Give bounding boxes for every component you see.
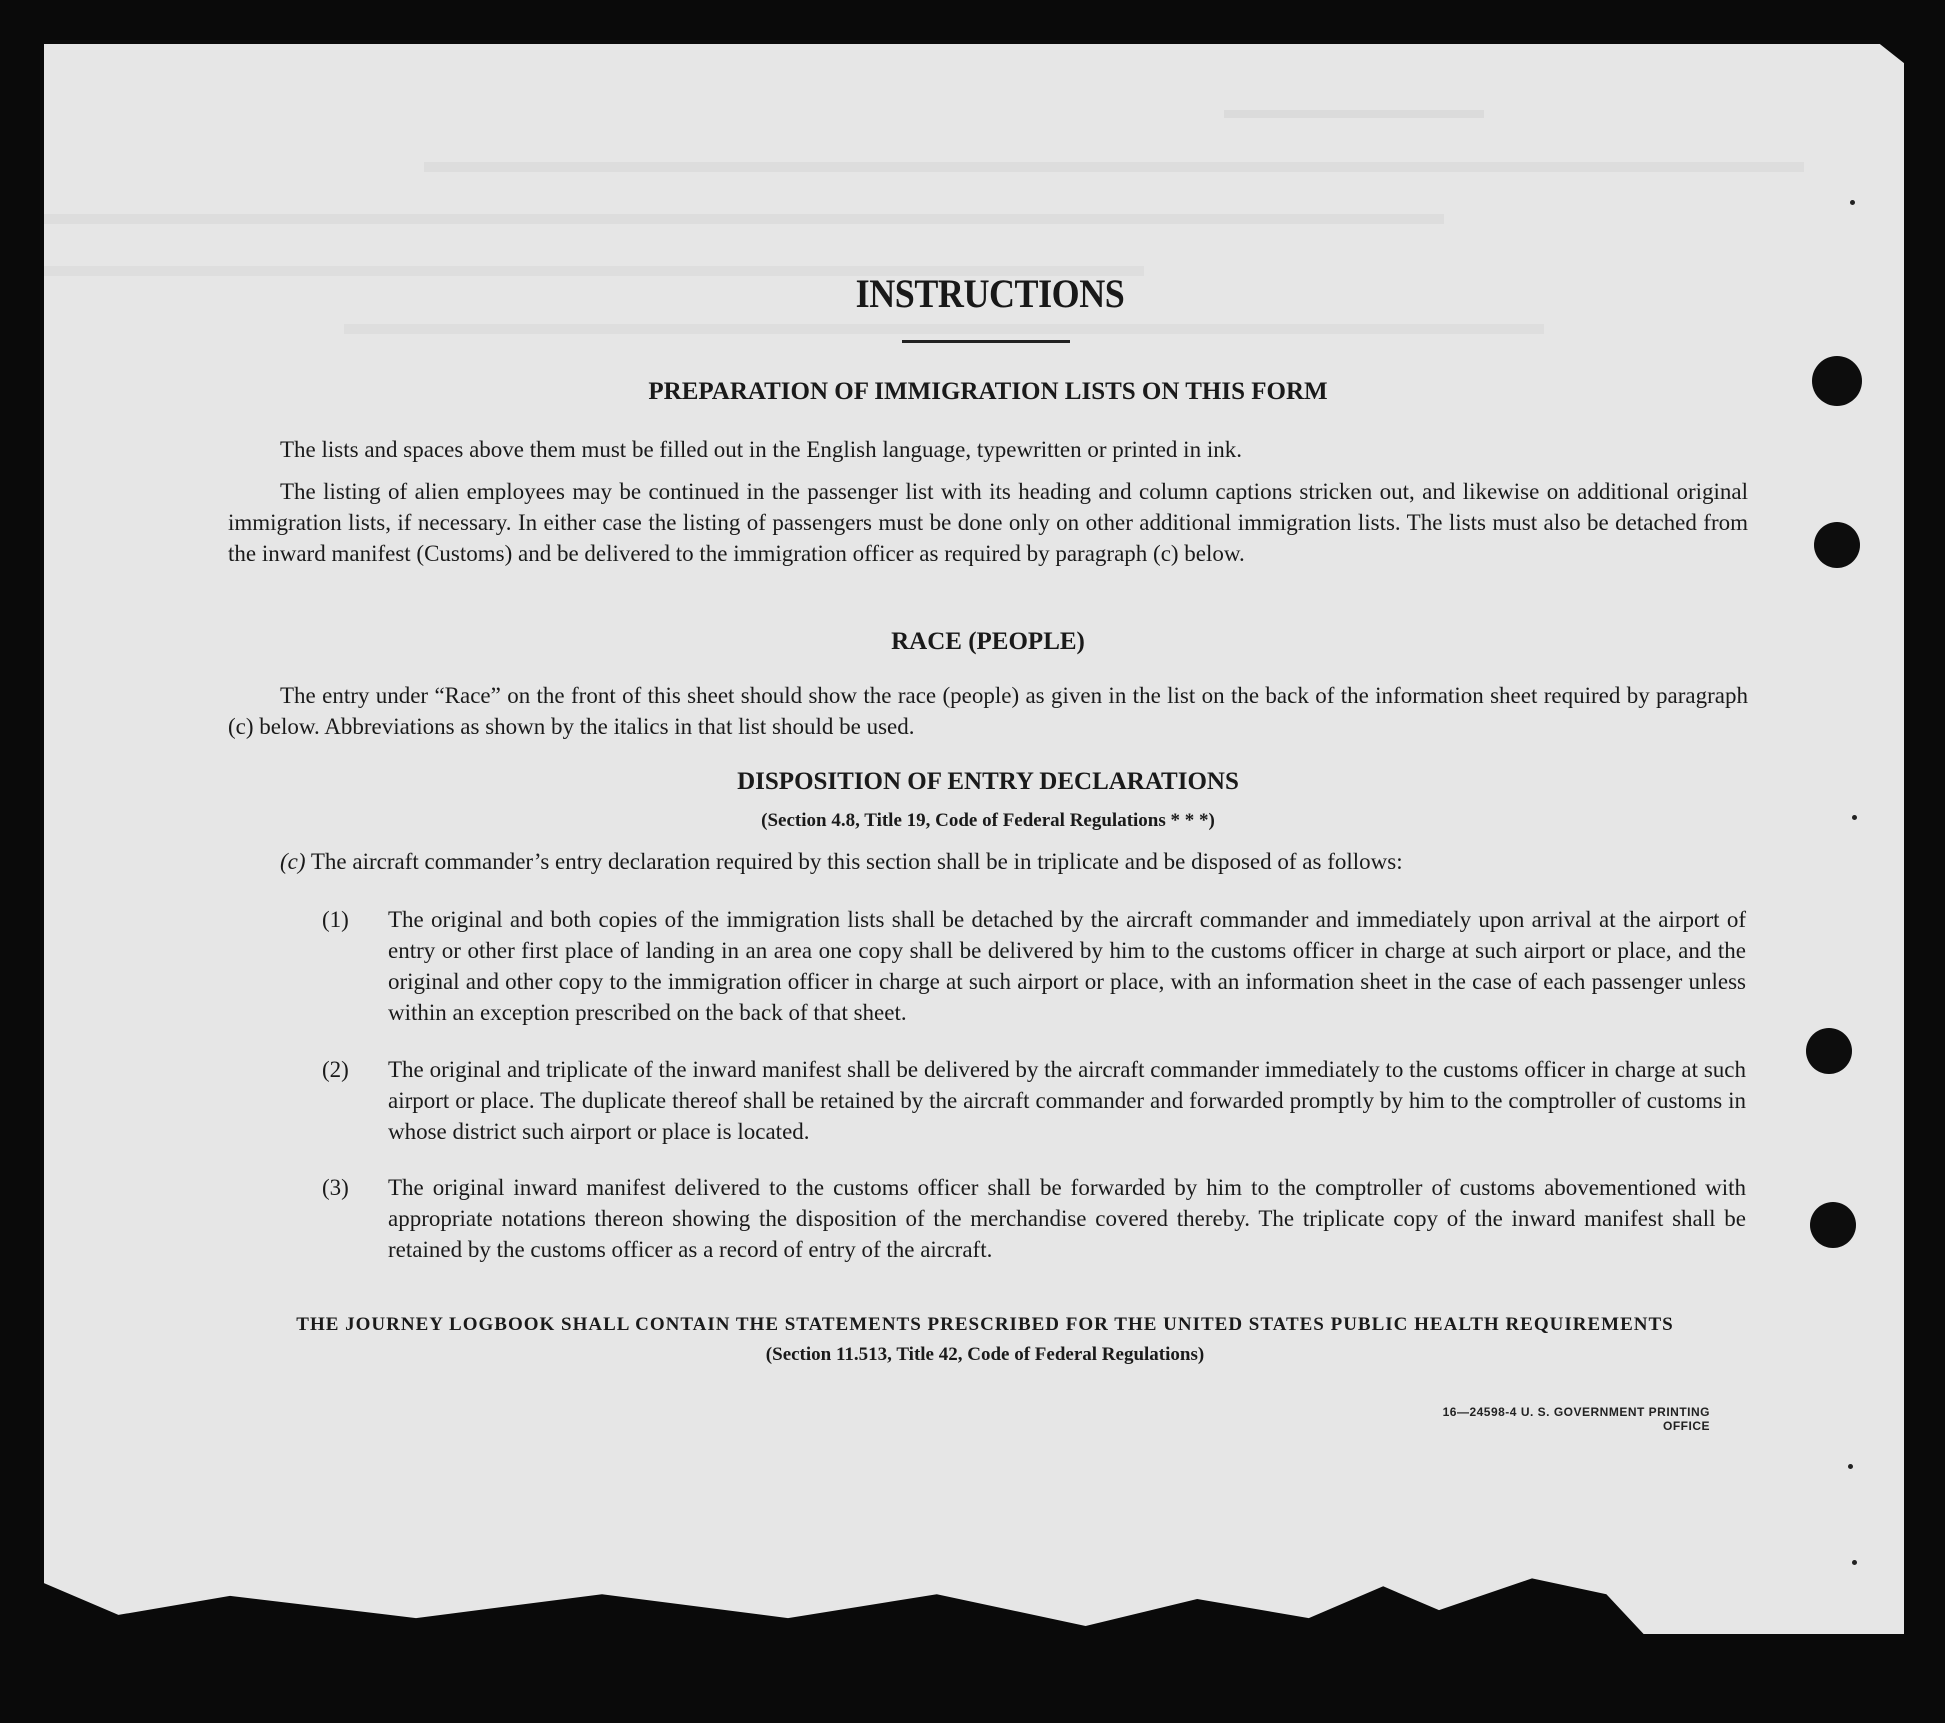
disposition-intro xyxy=(280,846,1750,877)
item-text: The original and both copies of the immigration lists shall be detached by the aircraft commander and immediately upon arrival at the airport of entry or other first place of landing in an area one copy shall be delivered by him to the customs officer in charge at such airport or place, and the original and other copy to the immigration officer in charge at such airport or place, with an information sheet in the case of each passenger unless within an exception prescribed on the back of that sheet. xyxy=(388,907,1746,1025)
public-health-heading: THE JOURNEY LOGBOOK SHALL CONTAIN THE STATEMENTS PRESCRIBED FOR THE UNITED STATES PUBLIC HEALTH REQUIREMENTS xyxy=(296,1314,1674,1335)
punch-hole xyxy=(1806,1028,1852,1074)
speck xyxy=(1850,200,1855,205)
race-paragraph: The entry under “Race” on the front of this sheet should show the race (people) as given in the list on the back of the information sheet required by paragraph (c) below. Abbreviations as shown by the italics in that list should be used. xyxy=(228,683,1748,739)
item-number: (1) xyxy=(322,907,349,932)
document-title: INSTRUCTIONS xyxy=(855,271,1125,316)
speck xyxy=(1852,1560,1857,1565)
race-heading: RACE (PEOPLE) xyxy=(891,628,1085,655)
bleed-through-texture xyxy=(44,214,1444,224)
bleed-through-texture xyxy=(344,324,1544,334)
title-underline xyxy=(902,340,1070,343)
intro-label: (c) xyxy=(280,849,306,874)
disposition-subheading: (Section 4.8, Title 19, Code of Federal Regulations * * *) xyxy=(761,810,1215,831)
item-number: (3) xyxy=(322,1175,349,1200)
preparation-paragraph-1: The lists and spaces above them must be filled out in the English language, typewritten or printed in ink. xyxy=(280,437,1242,462)
preparation-heading: PREPARATION OF IMMIGRATION LISTS ON THIS FORM xyxy=(648,378,1328,405)
disposition-item-2 xyxy=(322,1054,1746,1147)
bleed-through-texture xyxy=(1224,110,1484,118)
printer-mark: 16—24598-4 U. S. GOVERNMENT PRINTING OFFICE xyxy=(1442,1405,1710,1433)
item-text: The original inward manifest delivered to the customs officer shall be forwarded by him to the comptroller of customs abovementioned with appropriate notations thereon showing the disposition of the merchandise covered thereby. The triplicate copy of the inward manifest shall be retained by the customs officer as a record of entry of the aircraft. xyxy=(388,1175,1746,1262)
disposition-heading: DISPOSITION OF ENTRY DECLARATIONS xyxy=(737,768,1239,795)
speck xyxy=(1848,1464,1853,1469)
punch-hole xyxy=(1814,522,1860,568)
disposition-item-1 xyxy=(322,904,1746,1028)
speck xyxy=(1852,815,1857,820)
intro-text: The aircraft commander’s entry declaration required by this section shall be in triplicate and be disposed of as follows: xyxy=(310,849,1403,874)
punch-hole xyxy=(1810,1202,1856,1248)
punch-hole xyxy=(1812,356,1862,406)
item-number: (2) xyxy=(322,1057,349,1082)
item-text: The original and triplicate of the inward manifest shall be delivered by the aircraft commander immediately to the customs officer in charge at such airport or place. The duplicate thereof shall be retained by the aircraft commander and forwarded promptly by him to the comptroller of customs in whose district such airport or place is located. xyxy=(388,1057,1746,1144)
disposition-item-3 xyxy=(322,1172,1746,1265)
bleed-through-texture xyxy=(424,162,1804,172)
preparation-paragraph-2: The listing of alien employees may be continued in the passenger list with its heading and column captions stricken out, and likewise on additional original immigration lists, if necessary. In either case the listing of passengers must be done only on other additional immigration lists. The lists must also be detached from the inward manifest (Customs) and be delivered to the immigration officer as required by paragraph (c) below. xyxy=(228,479,1748,566)
public-health-subheading: (Section 11.513, Title 42, Code of Federal Regulations) xyxy=(765,1344,1205,1365)
